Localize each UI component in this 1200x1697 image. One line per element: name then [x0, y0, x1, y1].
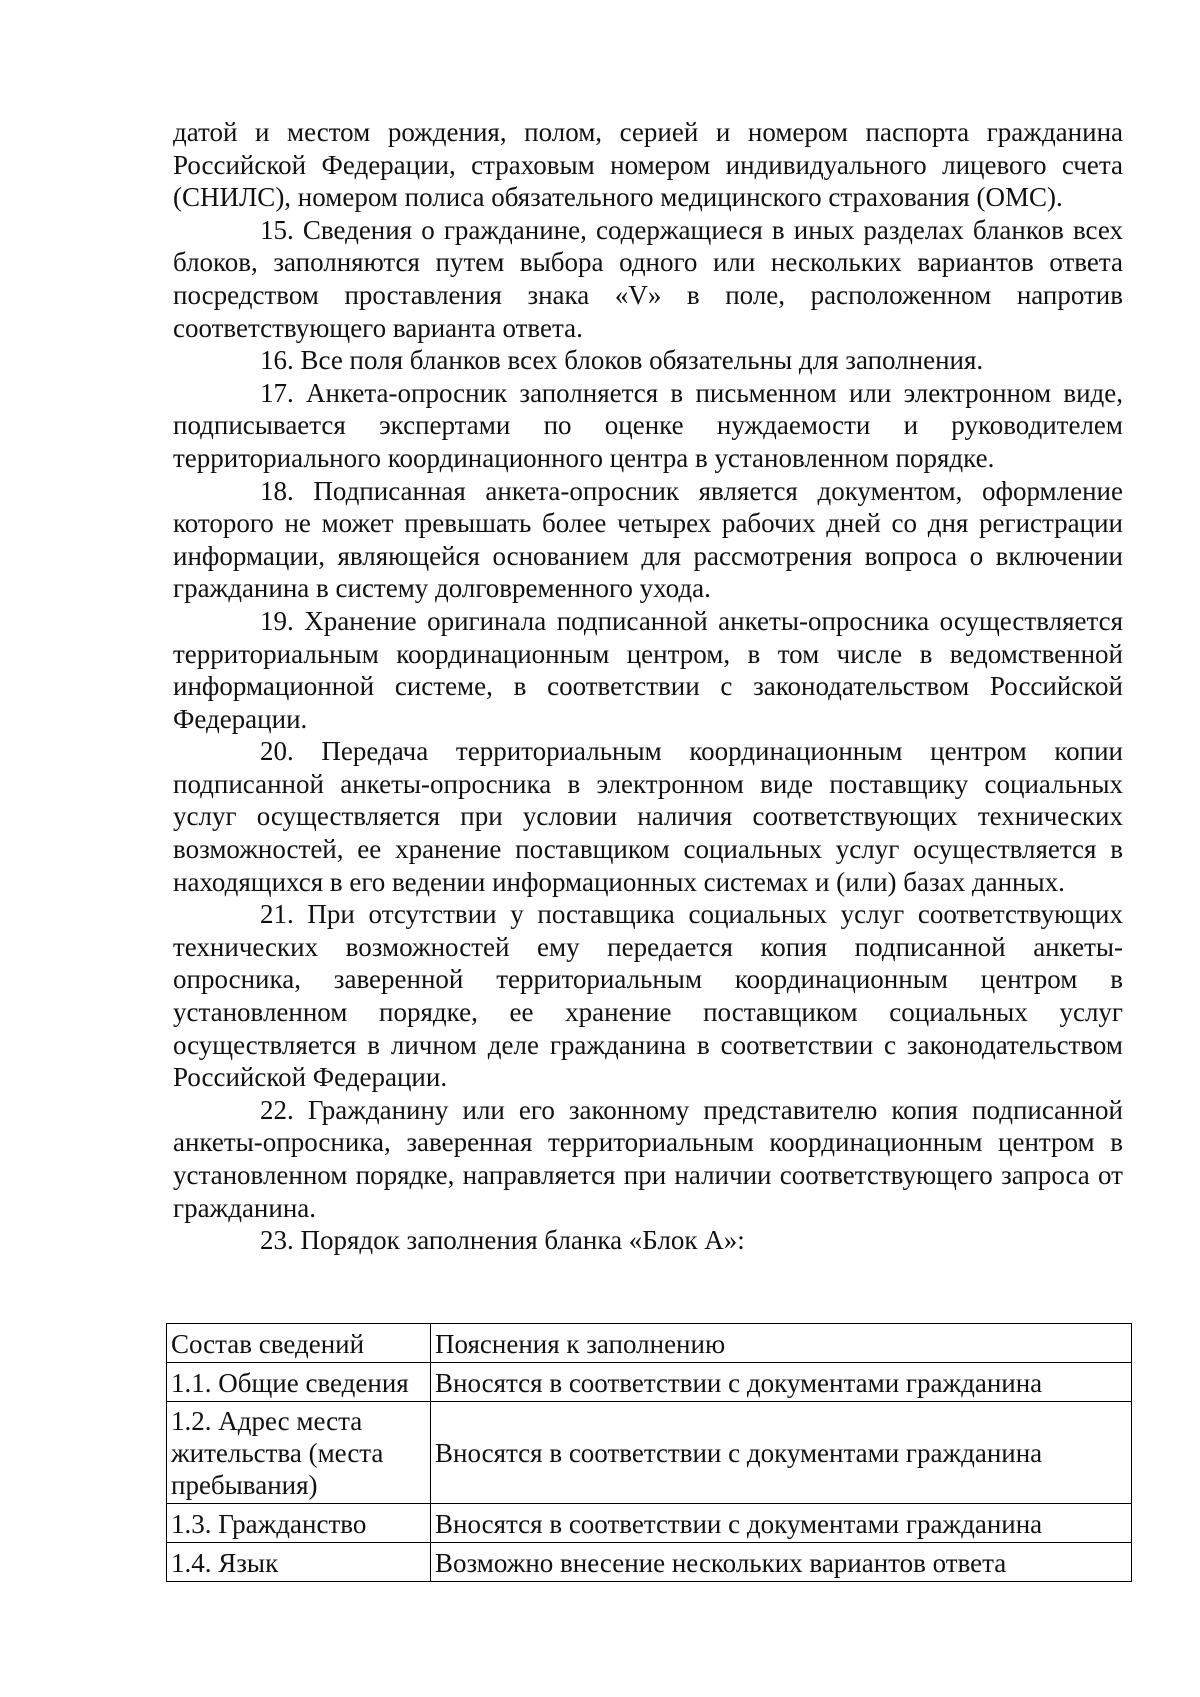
table-cell-explanation: Вносятся в соответствии с документами гражданина [431, 1363, 1132, 1402]
paragraph-14-continued: датой и местом рождения, полом, серией и номером паспорта гражданина Российской Федерации, страховым номером индивидуального лицевого счета (СНИЛС), номером полиса обязательного медицинского страхования (ОМС). [173, 117, 1123, 213]
document-body [173, 116, 1123, 1257]
table-cell-section: 1.1. Общие сведения [167, 1363, 431, 1402]
table-row [167, 1363, 1132, 1402]
table-header-cell: Пояснения к заполнению [431, 1324, 1132, 1363]
paragraph-19: 19. Хранение оригинала подписанной анкеты-опросника осуществляется территориальным координационным центром, в том числе в ведомственной информационной системе, в соответствии с законодательством Российской Федерации. [173, 605, 1123, 734]
paragraph-15: 15. Сведения о гражданине, содержащиеся в иных разделах бланков всех блоков, заполняются путем выбора одного или нескольких вариантов ответа посредством проставления знака «V» в поле, расположенном напротив соответствующего варианта ответа. [173, 214, 1123, 343]
block-a-table [166, 1323, 1132, 1582]
table-cell-explanation: Возможно внесение нескольких вариантов ответа [431, 1543, 1132, 1582]
paragraph-23: 23. Порядок заполнения бланка «Блок А»: [260, 1225, 745, 1256]
table-cell-explanation: Вносятся в соответствии с документами гражданина [431, 1402, 1132, 1504]
table-row [167, 1543, 1132, 1582]
table-cell-section: 1.2. Адрес места жительства (места пребывания) [167, 1402, 431, 1504]
paragraph-22: 22. Гражданину или его законному представителю копия подписанной анкеты-опросника, заверенная территориальным координационным центром в установленном порядке, направляется при наличии соответствующего запроса от гражданина. [173, 1094, 1123, 1223]
paragraph-16: 16. Все поля бланков всех блоков обязательны для заполнения. [260, 345, 984, 376]
paragraph-20: 20. Передача территориальным координационным центром копии подписанной анкеты-опросника в электронном виде поставщику социальных услуг осуществляется при условии наличия соответствующих технических возможностей, ее хранение поставщиком социальных услуг осуществляется в находящихся в его ведении информационных системах и (или) базах данных. [173, 736, 1123, 897]
table-row [167, 1402, 1132, 1504]
paragraph-17: 17. Анкета-опросник заполняется в письменном или электронном виде, подписывается экспертами по оценке нуждаемости и руководителем территориального координационного центра в установленном порядке. [173, 377, 1123, 473]
table-header-row [167, 1324, 1132, 1363]
paragraph-21: 21. При отсутствии у поставщика социальных услуг соответствующих технических возможностей ему передается копия подписанной анкеты-опросника, заверенной территориальным координационным центром в установленном порядке, ее хранение поставщиком социальных услуг осуществляется в личном деле гражданина в соответствии с законодательством Российской Федерации. [173, 899, 1123, 1093]
table-row [167, 1504, 1132, 1543]
table-header-cell: Состав сведений [167, 1324, 431, 1363]
table-cell-explanation: Вносятся в соответствии с документами гражданина [431, 1504, 1132, 1543]
paragraph-18: 18. Подписанная анкета-опросник является документом, оформление которого не может превышать более четырех рабочих дней со дня регистрации информации, являющейся основанием для рассмотрения вопроса о включении гражданина в систему долговременного ухода. [173, 475, 1123, 604]
table-cell-section: 1.4. Язык [167, 1543, 431, 1582]
table-cell-section: 1.3. Гражданство [167, 1504, 431, 1543]
